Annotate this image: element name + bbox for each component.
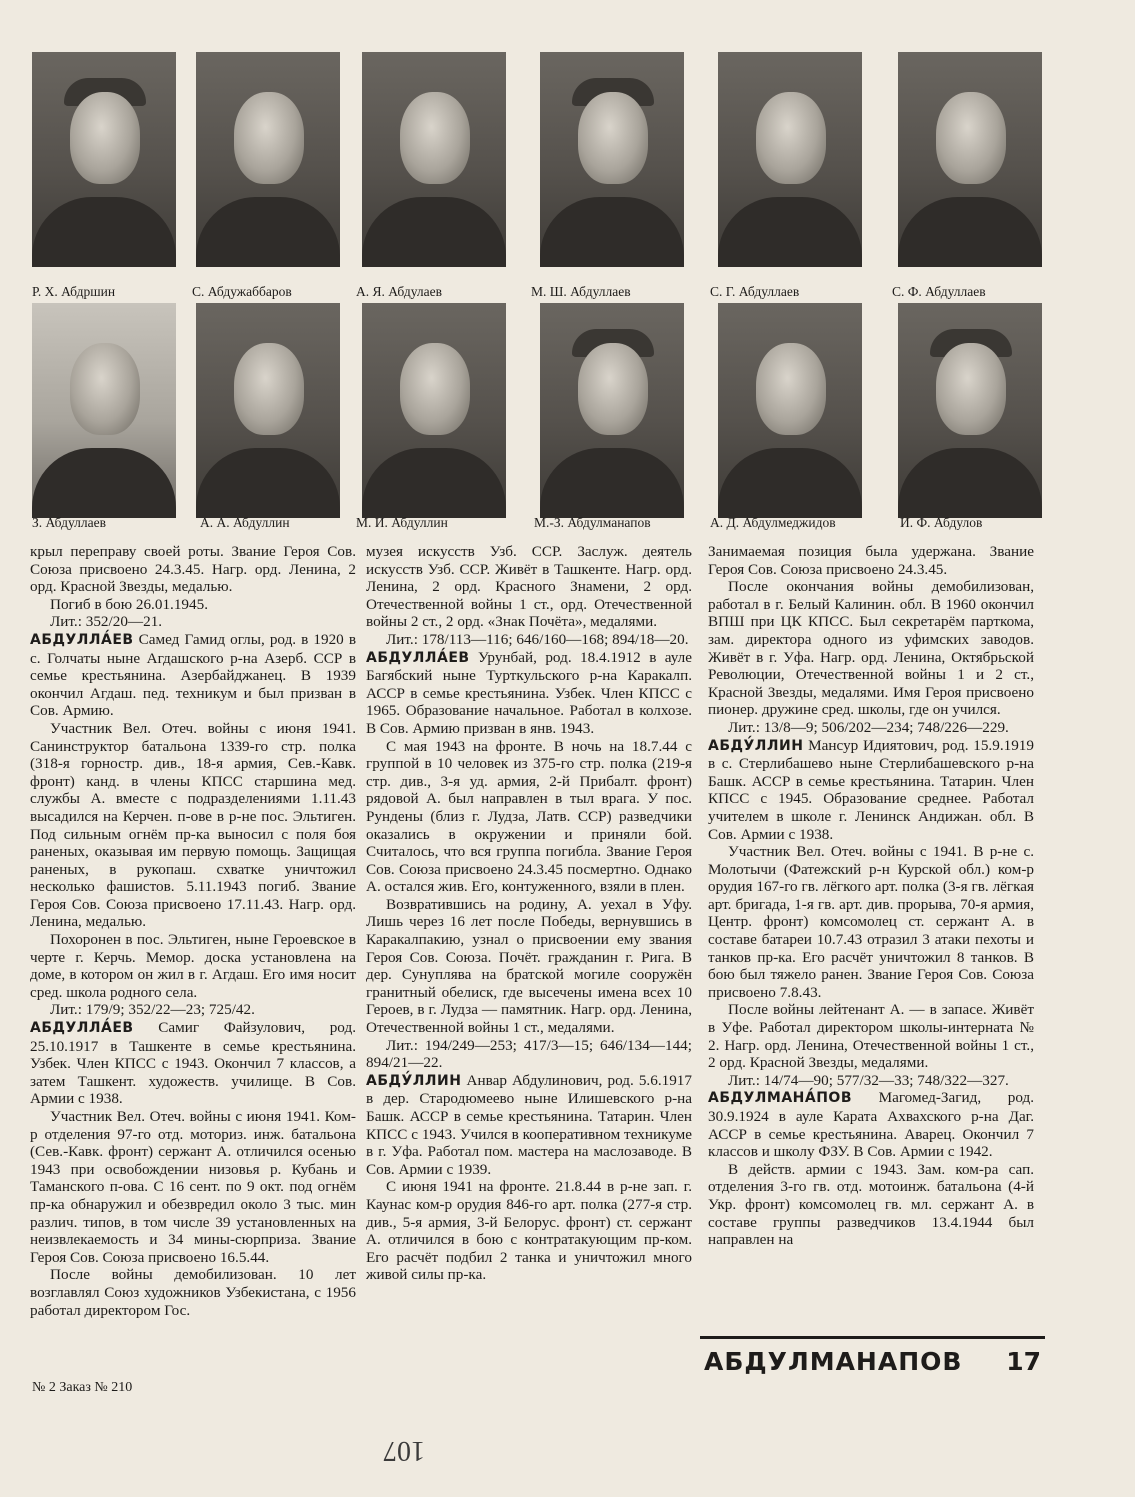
article-paragraph: [30, 613, 356, 631]
article-paragraph: [708, 843, 1034, 1001]
portrait-photo: [32, 303, 176, 518]
article-paragraph: [30, 1001, 356, 1019]
print-order-note: № 2 Заказ № 210: [32, 1380, 133, 1395]
running-head-word: АБДУЛМАНАПОВ: [704, 1347, 963, 1376]
entry-headword: АБДУЛЛА́ЕВ: [30, 631, 134, 648]
paragraph-text: Самиг Файзулович, род. 25.10.1917 в Ташкенте в семье крестьянина. Узбек. Член КПСС с 1943. Окончил 7 классов, а затем Ташкент. художеств. училище. В Сов. Армии с 1938.: [30, 1019, 356, 1108]
page-number: 17: [1006, 1347, 1041, 1376]
article-paragraph: [366, 631, 692, 649]
article-paragraph: [30, 1266, 356, 1319]
article-paragraph: [30, 596, 356, 614]
paragraph-text: музея искусств Узб. ССР. Заслуж. деятель искусств Узб. ССР. Живёт в Ташкенте. Нагр. орд. Ленина, 2 орд. Красного Знамени, 2 орд. Отечественной войны 1 ст., орд. Отечественной войны 2 ст., 2 орд. «Знак Почёта», медалями.: [366, 543, 692, 631]
paragraph-text: Магомед-Загид, род. 30.9.1924 в ауле Карата Ахвахского р-на Даг. АССР в семье крестьянина. Аварец. Окончил 7 классов и школу ФЗУ. В Сов. Армии с 1942.: [708, 1089, 1034, 1161]
paragraph-text: Лит.: 352/20—21.: [50, 613, 163, 631]
paragraph-text: Возвратившись на родину, А. уехал в Уфу. Лишь через 16 лет после Победы, вернувшись в Каракалпакию, узнал о присвоении ему звания Героя Сов. Союза. Почёт. гражданин г. Рига. В дер. Сунуплява на братской могиле сооружён гранитный обелиск, где высечены имена всех 10 Героев, в г. Лудза — памятник. Нагр. орд. Ленина, Отечественной войны 1 ст., медалями.: [366, 895, 692, 1037]
article-paragraph: [30, 931, 356, 1001]
article-paragraph: [30, 543, 356, 596]
entry-headword: АБДУЛЛА́ЕВ: [366, 649, 470, 666]
paragraph-text: Лит.: 179/9; 352/22—23; 725/42.: [50, 1001, 255, 1019]
portrait-photo: [32, 52, 176, 267]
portrait-caption: М.-З. Абдулманапов: [534, 515, 651, 530]
article-paragraph: [30, 1108, 356, 1266]
paragraph-text: Урунбай, род. 18.4.1912 в ауле Багябский ныне Турткульского р-на Каракалп. АССР в семье крестьянина. Узбек. Член КПСС с 1965. Образование начальное. Работал в колхозе. В Сов. Армию призван в янв. 1943.: [366, 648, 692, 737]
paragraph-text: В действ. армии с 1943. Зам. ком-ра сап. отделения 3-го гв. отд. мотоинж. батальона (4-й Укр. фронт) комсомолец гв. мл. сержант А. в составе группы разведчиков 13.4.1944 был направлен на: [708, 1160, 1034, 1249]
entry-headword: АБДУ́ЛЛИН: [708, 737, 804, 754]
entry-headword: АБДУЛЛА́ЕВ: [30, 1020, 134, 1037]
running-head: [700, 1336, 1045, 1385]
article-paragraph: [708, 719, 1034, 737]
entry-start-paragraph: [30, 1019, 356, 1108]
paragraph-text: Занимаемая позиция была удержана. Звание Героя Сов. Союза присвоено 24.3.45.: [708, 543, 1034, 578]
portrait-photo: [540, 303, 684, 518]
portrait-caption: С. Абдужаббаров: [192, 284, 292, 299]
portrait-caption: С. Ф. Абдуллаев: [892, 284, 986, 299]
article-paragraph: [366, 1037, 692, 1072]
paragraph-text: Лит.: 13/8—9; 506/202—234; 748/226—229.: [728, 718, 1009, 736]
paragraph-text: С мая 1943 на фронте. В ночь на 18.7.44 с группой в 10 человек из 375-го стр. полка (219-я стр. див., 3-я уд. армия, 2-й Прибалт. фронт) рядовой А. был направлен в тыл врага. У пос. Рундены (близ г. Лудза, Латв. ССР) разведчики оказались в окружении и приняли бой. Считалось, что вся группа погибла. Звание Героя Сов. Союза присвоено 24.3.45 посмертно. Однако А. остался жив. Его, контуженного, взяли в плен.: [366, 737, 692, 896]
portrait-photo: [196, 52, 340, 267]
text-column-2: [366, 543, 692, 1284]
entry-start-paragraph: [708, 737, 1034, 844]
portrait-caption: А. Д. Абдулмеджидов: [710, 515, 836, 530]
article-paragraph: [30, 720, 356, 931]
portrait-photo: [362, 52, 506, 267]
portrait-caption: М. И. Абдуллин: [356, 515, 448, 530]
portrait-caption: З. Абдуллаев: [32, 515, 106, 530]
paragraph-text: крыл переправу своей роты. Звание Героя Сов. Союза присвоено 24.3.45. Нагр. орд. Ленина, 2 орд. Красной Звезды, медалью.: [30, 543, 356, 596]
article-paragraph: [366, 738, 692, 896]
portrait-photo: [898, 303, 1042, 518]
entry-start-paragraph: [366, 1072, 692, 1179]
article-paragraph: [708, 1161, 1034, 1249]
article-paragraph: [366, 1178, 692, 1284]
text-column-3: [708, 543, 1034, 1249]
portrait-photo: [540, 52, 684, 267]
paragraph-text: Мансур Идиятович, род. 15.9.1919 в с. Стерлибашево ныне Стерлибашевского р-на Башк. АССР в семье крестьянина. Татарин. Член КПСС с 1945. Образование среднее. Работал учителем в школе г. Ленинск Андижан. обл. В Сов. Армии с 1938.: [708, 736, 1034, 843]
portrait-photo: [718, 303, 862, 518]
paragraph-text: Лит.: 194/249—253; 417/3—15; 646/134—144; 894/21—22.: [366, 1036, 692, 1072]
entry-start-paragraph: [708, 1089, 1034, 1160]
article-paragraph: [708, 1072, 1034, 1090]
entry-start-paragraph: [30, 631, 356, 720]
entry-start-paragraph: [366, 649, 692, 738]
portrait-photo: [898, 52, 1042, 267]
article-paragraph: [366, 896, 692, 1037]
portrait-row-2: [0, 303, 1135, 573]
paragraph-text: Похоронен в пос. Эльтиген, ныне Героевское в черте г. Керчь. Мемор. доска установлена на доме, в котором он жил в г. Агдаш. Его имя носит сред. школа родного села.: [30, 931, 356, 1001]
portrait-caption: А. Я. Абдулаев: [356, 284, 442, 299]
portrait-photo: [196, 303, 340, 518]
paragraph-text: Лит.: 178/113—116; 646/160—168; 894/18—20.: [386, 630, 689, 648]
portrait-caption: А. А. Абдуллин: [200, 515, 290, 530]
paragraph-text: Погиб в бою 26.01.1945.: [50, 595, 209, 613]
portrait-caption: С. Г. Абдуллаев: [710, 284, 800, 299]
portrait-photo: [362, 303, 506, 518]
paragraph-text: Участник Вел. Отеч. войны с июня 1941. Санинструктор батальона 1339-го стр. полка (318-я горностр. див., 18-я армия, Сев.-Кавк. фронт) канд. в члены КПСС старшина мед. службы А. вместе с подразделениями 1.11.43 высадился на Керчен. п-ове в р-не пос. Эльтиген. Под сильным огнём пр-ка выносил с поля боя раненых, оказывая им первую помощь. Защищая раненых, в рукопаш. схватке уничтожил несколько фашистов. 5.11.1943 погиб. Звание Героя Сов. Союза присвоено 17.11.43. Нагр. орд. Ленина, медалью.: [30, 719, 356, 931]
paragraph-text: Анвар Абдулинович, род. 5.6.1917 в дер. Стародюмеево ныне Илишевского р-на Башк. АССР в семье крестьянина. Татарин. Член КПСС с 1943. Учился в кооперативном техникуме в г. Уфа. Работал пом. мастера на маслозаводе. В Сов. Армии с 1939.: [366, 1071, 692, 1178]
portrait-row-1: [0, 52, 1135, 322]
paragraph-text: Самед Гамид оглы, род. в 1920 в с. Голчаты ныне Агдашского р-на Азерб. ССР в семье крестьянина. Азербайджанец. В 1939 окончил Агдаш. пед. техникум и был призван в Сов. Армию.: [30, 630, 356, 720]
article-paragraph: [708, 578, 1034, 719]
portrait-photo: [718, 52, 862, 267]
handwritten-number: 107: [383, 1435, 425, 1466]
paragraph-text: Лит.: 14/74—90; 577/32—33; 748/322—327.: [728, 1071, 1009, 1089]
entry-headword: АБДУЛМАНА́ПОВ: [708, 1090, 853, 1107]
portrait-caption: И. Ф. Абдулов: [900, 515, 983, 530]
paragraph-text: После войны демобилизован. 10 лет возглавлял Союз художников Узбекистана, с 1956 работал директором Гос.: [30, 1266, 356, 1319]
paragraph-text: С июня 1941 на фронте. 21.8.44 в р-не зап. г. Каунас ком-р орудия 846-го арт. полка (277-я стр. див., 5-я армия, 3-й Белорус. фронт) ст. сержант А. отличился в бою с контратакующим пр-ком. Его расчёт подбил 2 танка и уничтожил много живой силы пр-ка.: [366, 1178, 692, 1284]
article-paragraph: [708, 1001, 1034, 1071]
entry-headword: АБДУ́ЛЛИН: [366, 1072, 462, 1089]
portrait-caption: Р. Х. Абдршин: [32, 284, 116, 299]
portrait-caption: М. Ш. Абдуллаев: [531, 284, 631, 299]
article-paragraph: [366, 543, 692, 631]
text-column-1: [30, 543, 356, 1319]
paragraph-text: После окончания войны демобилизован, работал в г. Белый Калинин. обл. В 1960 окончил ВПШ при ЦК КПСС. Был секретарём парткома, зам. директора одного из уфимских заводов. Живёт в г. Уфа. Нагр. орд. Ленина, Октябрьской Революции, Отечественной войны 1 и 2 ст., Красной Звезды, медалями. Имя Героя присвоено пионер. дружине сред. школы, где он учился.: [708, 578, 1034, 719]
paragraph-text: После войны лейтенант А. — в запасе. Живёт в Уфе. Работал директором школы-интерната № 2. Нагр. орд. Ленина, Отечественной войны 1 ст., 2 орд. Красной Звезды, медалями.: [708, 1001, 1034, 1072]
article-paragraph: [708, 543, 1034, 578]
paragraph-text: Участник Вел. Отеч. войны с июня 1941. Ком-р отделения 97-го отд. моториз. инж. батальона (Сев.-Кавк. фронт) сержант А. отличился осенью 1943 при освобождении низовья р. Кубань и Таманского п-ова. С 16 сент. по 9 окт. под огнём пр-ка обнаружил и обезвредил около 3 тыс. мин различ. типов, в том числе 39 установленных на неизвлекаемость и 34 мины-сюрприза. Звание Героя Сов. Союза присвоено 16.5.44.: [30, 1108, 356, 1266]
paragraph-text: Участник Вел. Отеч. войны с 1941. В р-не с. Молотычи (Фатежский р-н Курской обл.) ком-р орудия 167-го гв. лёгкого арт. полка (3-я гв. лёгкая арт. бригада, 1-я гв. арт. див. прорыва, 70-я армия, Центр. фронт) комсомолец ст. сержант А. в составе батареи 10.7.43 отразил 3 атаки пехоты и танков пр-ка. Его расчёт уничтожил 8 танков. В бою был тяжело ранен. Звание Героя Сов. Союза присвоено 7.8.43.: [708, 843, 1034, 1001]
